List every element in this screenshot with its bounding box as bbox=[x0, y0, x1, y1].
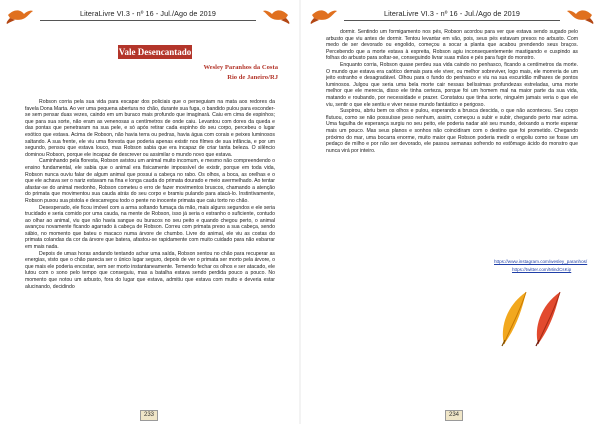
twitter-link[interactable]: https://twitter.com/MindCsKip bbox=[512, 267, 572, 272]
author-block bbox=[203, 63, 278, 83]
paragraph: Depois de umas horas andando tentando achar uma saída, Robson sentou no chão para recuperar as energias, visto que o chão parecia ser o único lugar seguro, depois de ver o primata ser morto pela árvore, o que mais ele poderia encostar, sem ser morto instantaneamente. Temendo fechar os olhos e ser atacado, ele lutou com o sono pelo tempo que conseguiu, mas a batalha estava sendo perdida pouco a pouco. No momento que notou um arbusto, fora do lugar que estava, admitiu que estava com muito e deveria estar alucinando, decidindo bbox=[25, 250, 275, 290]
author-name: Wesley Paranhos da Costa bbox=[203, 64, 278, 71]
author-links bbox=[494, 258, 594, 274]
right-page bbox=[304, 0, 600, 424]
page-header bbox=[0, 5, 296, 27]
paragraph: dormir. Sentindo um formigamento nos pés, Robson acordou para ver que estava sendo sugado pelo arbusto que viu antes de dormir. Tentou levantar em vão, pois, seus pés estavam presos no arbusto. Com medo de ser devorado ou engolido, começou a socar a planta que acabou prendendo seus braços. Percebendo que a morte estava à espreita, Robson agiu inconsequentemente mastigando e cuspindo as folhas do arbusto para soltar-se, conseguindo livrar suas mãos e pés para fugir do monstro. bbox=[326, 29, 578, 62]
swallow-bird-icon bbox=[6, 5, 34, 25]
author-place: Rio de Janeiro/RJ bbox=[227, 74, 278, 81]
page-divider bbox=[299, 0, 301, 424]
paragraph: Enquanto corria, Robson quase perdeu sua vida caindo no penhasco, ficando a centímetros da morte. O mundo que estava era caótico demais para ele viver, ou melhor sobreviver, logo mais, ele morreria de um jeito estranho e desagradável. Olhou para o fundo do penhasco e viu na sua escuridão milhares de pontos luminosos. Julgou que seria uma bela morte cair nessas belíssimas profundezas estreladas, uma morte melhor que ele merecia, disso ele tinha certeza, porque foi um homem mal na maior parte da sua vida, matando e roubando, por necessidade e prazer. Constatou que tinha sorte, ninguém jamais veria o que ele viu, sentir o que ele sentiu e viver nesse mundo fantástico e perigoso. bbox=[326, 61, 578, 108]
paragraph: Robson corria pela sua vida para escapar dos policiais que o perseguiam na mata aos redores da favela Dona Marta. Ao ver uma pequena abertura no chão, durante sua fuga, o bandido pulou para esconder-se sem pensar duas vezes, caindo em um buraco mais profundo que imaginará. Caiu em cima de espinhos; que para sua sorte, não eram as venenosas a centímetros de onde caiu. Levantou com dores da queda e das pontas que penetraram na sua pele, e só após retirar cada espinho do seu corpo, percebeu o lugar exótico que estava. Acima de Robson, não havia terra ou pedras, havia água com corais e peixes luminosos saltando. A sua frente, ele viu uma floresta que poderia apenas existir nos filmes de sua infância, e por um segundo, pensou que estava louco, mas Robson sabia que era incapaz de criar tanta beleza. O silêncio dominou Robson, porque ele incapaz de descrever ou assimilar o mundo novo que estava. bbox=[25, 99, 275, 158]
page-number: 233 bbox=[140, 410, 158, 421]
page-header bbox=[304, 5, 600, 27]
story-body bbox=[326, 29, 578, 253]
paragraph: Desesperado, ele ficou imóvel com a arma soltando fumaça da mão, mais alguns segundos e ele seria trucidado e seria comido por uma cauda, na mente de Robson, isso já seria o estranho o suficiente, contudo ao olhar ao animal, viu que não havia sangue ou buracos no seu peito e quando chegou perto, o animal avançou novamente ficando agarrado à cabeça de Robson. Correu com primata preso a sua cabeça, sendo sábio, no momento que bateu o macaco numa árvore de chumbo. Livre do animal, ele viu as costas do primata colandas da cor da árvore que batera, afastou-se rapidamente com muito cuidado para não esbarrar em mais nada. bbox=[25, 204, 275, 251]
header-title: LiteraLivre VI.3 - nº 16 - Jul./Ago de 2019 bbox=[80, 9, 216, 18]
page-number: 234 bbox=[445, 410, 463, 421]
quill-feather-icon bbox=[482, 284, 572, 348]
story-body bbox=[25, 99, 275, 404]
header-rule bbox=[344, 20, 560, 21]
swallow-bird-icon bbox=[566, 5, 594, 25]
story-title-banner: Vale Desencantado bbox=[118, 47, 192, 57]
swallow-bird-icon bbox=[310, 5, 338, 25]
header-rule bbox=[40, 20, 256, 21]
left-page bbox=[0, 0, 296, 424]
header-title: LiteraLivre VI.3 - nº 16 - Jul./Ago de 2019 bbox=[384, 9, 520, 18]
instagram-link[interactable]: https://www.instagram.com/wesley_paranhos/ bbox=[494, 259, 588, 264]
paragraph: Caminhando pela floresta, Robson avistou um animal muito incomum, e mesmo não compreendendo o ensino fundamental, ele sabia que o animal era fisicamente impossível de existir, porque em toda vida, Robson nunca ouviu falar de algum animal que possui a cabeça no rabo. Os olhos, a boca, as orelhas e o que ele achava ser o nariz estavam na fina e longa cauda do primata dourado e meio avermelhado. Ao tentar afastar-se do animal medonho, Robson cometeu o erro de fazer movimentos bruscos, chamando a atenção do primata que movimentou sua cauda atrás do seu corpo e bramiu pulando para atacá-lo. Instintivamente, Robson puxou sua pistola e descarregou todo o pente no inocente primata que caiu torto no chão. bbox=[25, 158, 275, 204]
paragraph: Suspirou, abriu bem os olhos e pulou, esperando a brusca descida, o que não aconteceu. Seu corpo flutuou, como se não possuísse peso nenhum, assim, começou a subir e subir, chegando perto mar acima. Uma fagulha de esperança surgiu no seu peito, ele poderia nadar até seu mundo, deixando a morte esperar mais um pouco. Mas seus planos e sonhos não coincidiram com o destino que foi prometido. Chegando próximo do mar, uma bocarra enorme, muito maior que Robson poderia medir o engoliu como se fosse um pedaço de milho e por não ser devorado, ele passou semanas sofrendo no estômago ácido do monstro que nunca virá por inteiro. bbox=[326, 108, 578, 154]
swallow-bird-icon bbox=[262, 5, 290, 25]
